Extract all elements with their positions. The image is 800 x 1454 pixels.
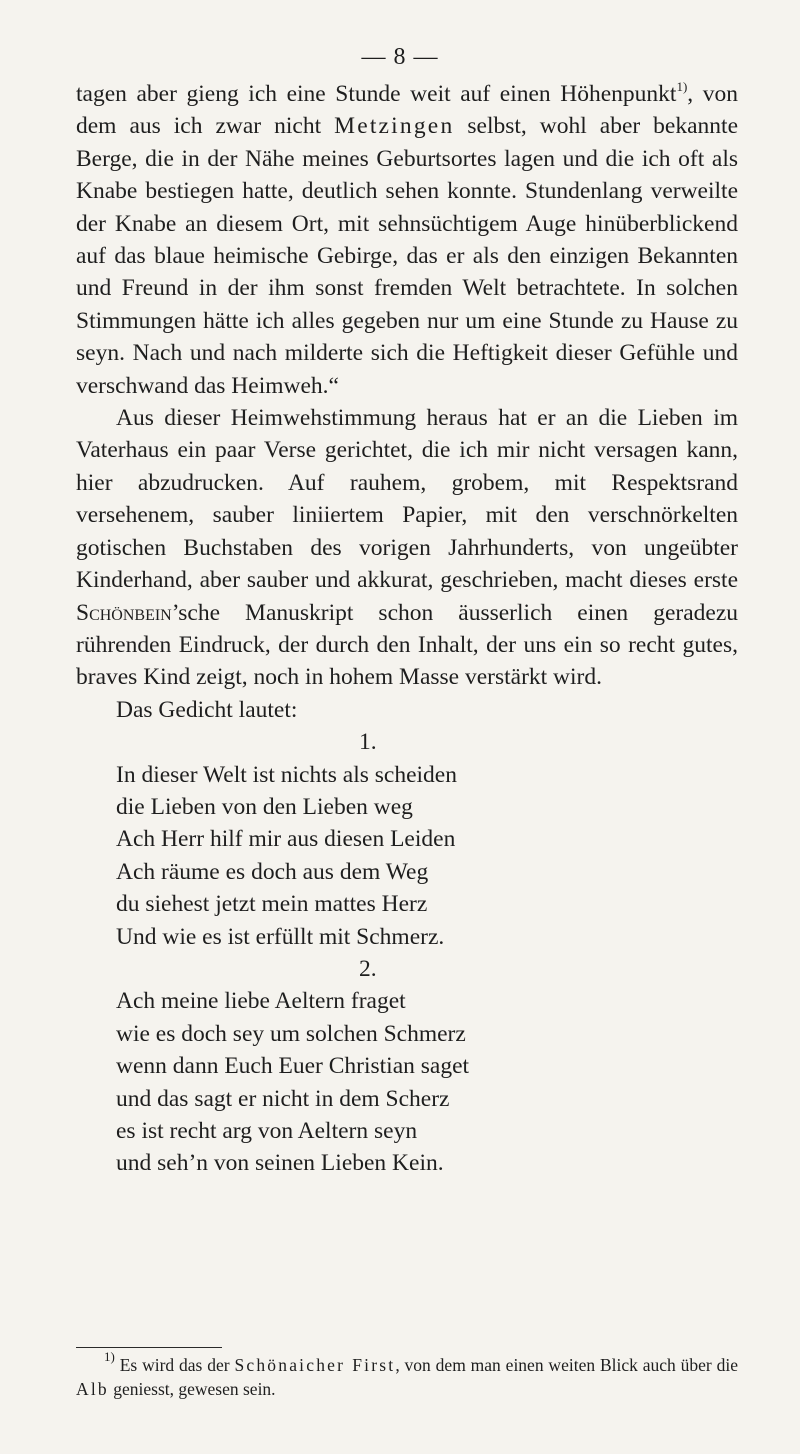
poem-line: wie es doch sey um solchen Schmerz xyxy=(116,1020,466,1047)
body-text xyxy=(76,78,738,1180)
author-name: Schönbein xyxy=(76,599,172,626)
paragraph-text: , von dem aus ich zwar nicht xyxy=(76,81,739,140)
poem-intro: Das Gedicht lautet: xyxy=(116,696,298,723)
paragraph xyxy=(76,402,738,694)
poem-line: Ach Herr hilf mir aus diesen Leiden xyxy=(116,826,456,853)
person-name: Schönaicher First xyxy=(234,1355,396,1375)
poem-line: Und wie es ist erfüllt mit Schmerz. xyxy=(116,923,445,950)
poem-line: du siehest jetzt mein mattes Herz xyxy=(116,891,428,918)
poem-line: Ach meine liebe Aeltern fraget xyxy=(116,988,406,1015)
paragraph-text: ’sche Manuskript schon äusserlich einen geradezu rührenden Eindruck, der durch den Inhalt, der uns ein so recht gutes, braves Kind zeigt, noch in hohem Masse verstärkt wird. xyxy=(76,599,738,691)
place-name: Alb xyxy=(76,1379,109,1399)
place-name: Metzingen xyxy=(334,113,455,140)
poem-line: es ist recht arg von Aeltern seyn xyxy=(116,1118,418,1144)
footnote-text xyxy=(76,1349,738,1401)
paragraph-text: selbst, wohl aber bekannte Berge, die in der Nähe meines Geburtsortes lagen und die ich oft als Knabe bestiegen hatte, deutlich sehen konnte. Stundenlang verweilte der Knabe an diesem Ort, mit sehnsüchtigem Auge hinüberblickend auf das blaue heimische Gebirge, das er als den einzigen Bekannten und Freund in der ihm sonst fremden Welt betrachtete. In solchen Stimmungen hätte ich alles gegeben nur um eine Stunde zu Hause zu seyn. Nach und nach milderte sich die Heftigkeit dieser Gefühle und verschwand das Heimweh.“ xyxy=(76,113,739,399)
poem-line: wenn dann Euch Euer Christian saget xyxy=(116,1053,470,1080)
poem-line: In dieser Welt ist nichts als scheiden xyxy=(116,761,457,788)
paragraph xyxy=(76,78,738,402)
page-number: — 8 — xyxy=(361,44,439,70)
poem-line: und seh’n von seinen Lieben Kein. xyxy=(116,1150,444,1177)
stanza-number: 2. xyxy=(359,955,377,982)
footnote-separator xyxy=(76,1347,222,1348)
footnote-part: Es wird das der xyxy=(114,1355,235,1375)
poem-line: und das sagt er nicht in dem Scherz xyxy=(116,1085,450,1112)
paragraph-text: Aus dieser Heimwehstimmung heraus hat er an die Lieben im Vaterhaus ein paar Verse gerichtet, die ich mir nicht versagen kann, hier abzudrucken. Auf rauhem, grobem, mit Respektsrand versehenem, sauber liniiertem Papier, mit den verschnörkelten gotischen Buchstaben des vorigen Jahrhunderts, von ungeübter Kinderhand, aber sauber und akkurat, geschrieben, macht dieses erste xyxy=(76,405,738,594)
stanza-number: 1. xyxy=(359,729,377,756)
poem-line: die Lieben von den Lieben weg xyxy=(116,793,413,820)
footnote-marker: 1) xyxy=(104,1349,115,1364)
footnote xyxy=(76,1349,738,1401)
paragraph-text: tagen aber gieng ich eine Stunde weit auf einen Höhenpunkt xyxy=(76,81,677,107)
poem-stanza xyxy=(116,726,738,953)
footnote-reference: 1) xyxy=(676,79,688,94)
footnote-part: geniesst, gewesen sein. xyxy=(108,1379,276,1399)
poem-stanza xyxy=(116,953,738,1180)
footnote-part: , von dem man einen weiten Blick auch über die xyxy=(395,1355,738,1375)
poem-line: Ach räume es doch aus dem Weg xyxy=(116,858,429,885)
